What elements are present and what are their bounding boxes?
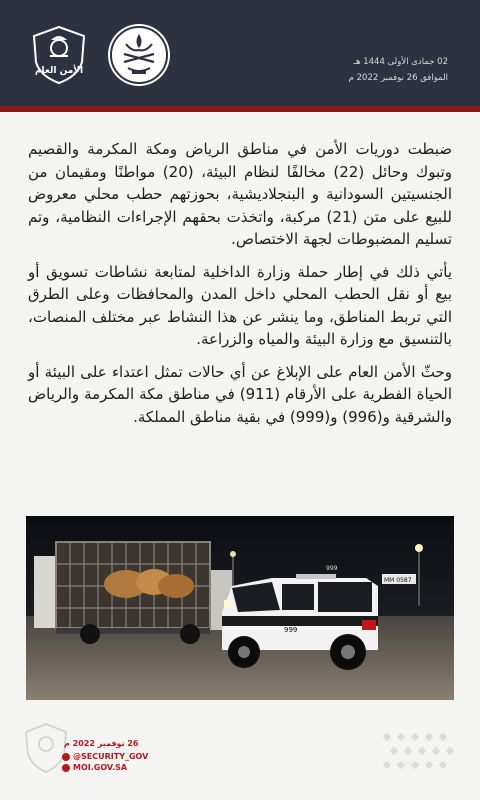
globe-icon <box>62 764 70 772</box>
date-hijri: 02 جمادى الأولى 1444 هـ <box>353 57 448 67</box>
vehicle-plate: MM 0587 <box>384 577 412 584</box>
vehicle-door-number: 999 <box>284 626 298 634</box>
ministry-emblem-icon <box>108 24 170 86</box>
footer-handle-row[interactable] <box>62 751 202 762</box>
article-paragraph: وحثّ الأمن العام على الإبلاغ عن أي حالات تمثل اعتداء على البيئة أو الحياة الفطرية على الأرقام (911) في مناطق مكة المكرمة والرياض والشرقية و(996) و(999) في بقية مناطق المملكة. <box>28 362 452 426</box>
vehicle-roof-number: 999 <box>326 565 338 572</box>
footer-info <box>62 738 202 773</box>
article-paragraph: ضبطت دوريات الأمن في مناطق الرياض ومكة المكرمة والقصيم وتبوك وحائل (22) مخالفًا لنظام البيئة، (20) مواطنًا ومقيمان من الجنسيتين السودانية و البنجلاديشية، بحوزتهم حطب محلي معروض للبيع على متن (21) مركبة، واتخذت بحقهم الإجراءات النظامية، وتم تسليم المضبوطات لجهة الاختصاص. <box>28 140 452 248</box>
date-gregorian: الموافق 26 نوفمبر 2022 م <box>348 73 448 83</box>
at-icon <box>62 753 70 761</box>
public-security-emblem-icon <box>28 24 90 86</box>
article-body <box>28 138 452 438</box>
footer-handle: @SECURITY_GOV <box>73 752 149 761</box>
decorative-pattern-icon <box>380 730 460 774</box>
footer-date: 26 نوفمبر 2022 م <box>64 739 139 748</box>
article-paragraph: يأتي ذلك في إطار حملة وزارة الداخلية لمتابعة نشاطات تسويق أو بيع أو نقل الحطب المحلي داخل المدن والمحافظات وعلى الطرق التي تربط المناطق، وما ينشر عن هذا النشاط عبر مختلف المنصات، بالتنسيق مع وزارة البيئة والمياه والزراعة. <box>28 262 452 348</box>
security-logo-text: الأمن العام <box>34 66 84 76</box>
header-stripe <box>0 106 480 112</box>
footer-website-row[interactable] <box>62 762 202 773</box>
news-photo <box>26 516 454 700</box>
header-bar <box>0 0 480 112</box>
header-dates <box>288 54 448 86</box>
footer-website: MOI.GOV.SA <box>73 763 128 772</box>
